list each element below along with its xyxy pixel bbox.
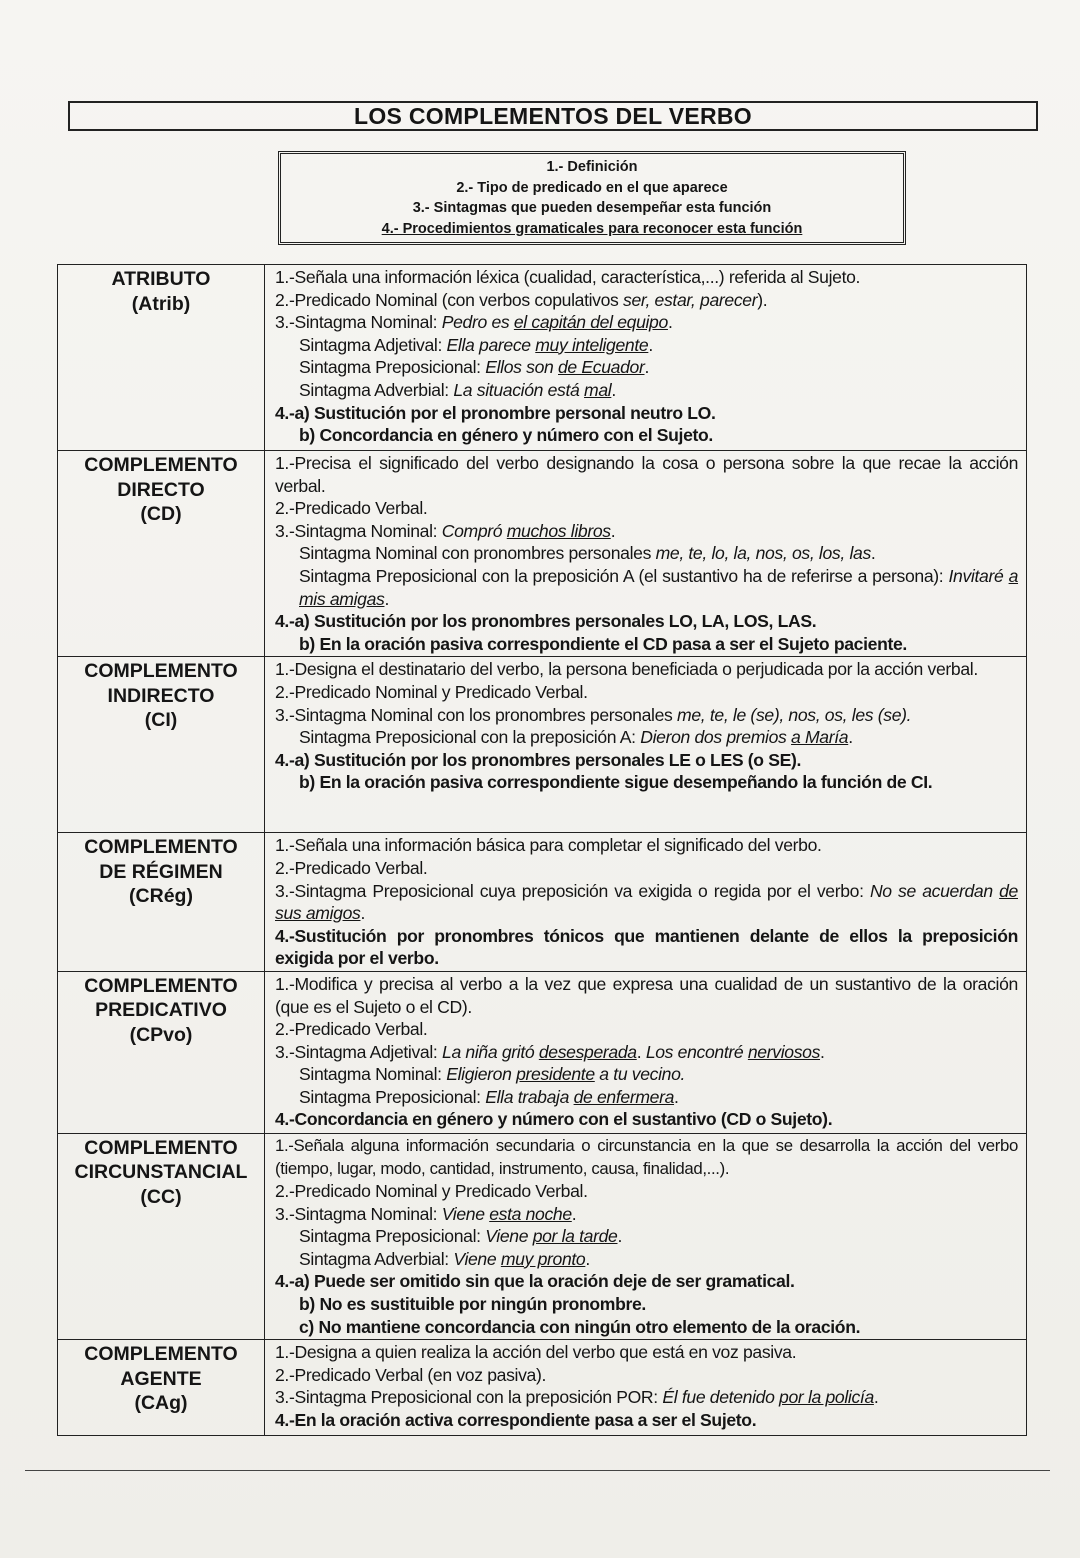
example-underlined: el capitán del equipo [513, 312, 668, 333]
row-name-line: (CD) [140, 503, 182, 525]
example-underlined: mal [584, 379, 612, 400]
text: ser, estar, parecer [623, 289, 758, 310]
text: Sintagma Adjetival: [299, 334, 447, 355]
row-name-line: DE RÉGIMEN [99, 860, 223, 883]
example-underlined: presidente [516, 1064, 595, 1085]
row-desc-cell [265, 833, 1027, 972]
example-underlined: a mis amigas [299, 565, 1019, 609]
predicate-line: 2.-Predicado Nominal y Predicado Verbal. [275, 1181, 588, 1202]
text: Sintagma Preposicional: [299, 1226, 486, 1247]
phrase-line: Sintagma Preposicional: Viene por la tarde. [299, 1226, 623, 1247]
phrase-line: Sintagma Adverbial: La situación está mal. [299, 379, 616, 400]
procedure-line: 4.-Concordancia en género y número con el sustantivo (CD o Sujeto). [275, 1109, 833, 1130]
procedure-line: b) No es sustituible por ningún pronombre. [299, 1294, 646, 1315]
example-underlined: de Ecuador [558, 357, 645, 378]
row-name-line: COMPLEMENTO [84, 660, 238, 683]
row-name-line: (CC) [140, 1185, 182, 1208]
phrase-line [275, 1063, 1018, 1086]
procedure-line: b) En la oración pasiva correspondiente el CD pasa a ser el Sujeto paciente. [299, 633, 907, 654]
legend-item: 4.- Procedimientos gramaticales para reconocer esta función [381, 220, 803, 237]
definition-line: 1.-Modifica y precisa al verbo a la vez que expresa una cualidad de un sustantivo de la oración (que es el Sujeto o el CD). [275, 973, 1018, 1017]
row-name-line: COMPLEMENTO [84, 1136, 238, 1159]
predicate-line: 2.-Predicado Verbal. [275, 857, 428, 878]
text: Sintagma Adverbial: [299, 379, 454, 400]
phrase-line: 3.-Sintagma Nominal: Compró muchos libros. [275, 520, 616, 541]
text: Sintagma Preposicional: [299, 357, 486, 378]
phrase-line: Sintagma Preposicional: Ella trabaja de enfermera. [299, 1086, 679, 1107]
example-text: Viene [485, 1226, 533, 1247]
phrase-line: Sintagma Preposicional con la preposición A: Dieron dos premios a María. [299, 727, 853, 748]
row-name-line: (Atrib) [131, 292, 191, 315]
example-text: Viene [453, 1248, 501, 1269]
table-row-creg [58, 833, 1027, 972]
table-row-cpvo [58, 971, 1027, 1133]
phrase-line: Sintagma Adverbial: Viene muy pronto. [299, 1248, 590, 1269]
example-underlined: de enfermera [573, 1086, 675, 1107]
definition-line: 1.-Designa el destinatario del verbo, la persona beneficiada o perjudicada por la acción verbal. [275, 659, 978, 680]
text: Sintagma Preposicional con la preposición A: [299, 727, 641, 748]
row-name-cell [58, 971, 265, 1133]
text: 3.-Sintagma Preposicional con la preposición POR: [275, 1387, 663, 1408]
procedure-line: b) Concordancia en género y número con el Sujeto. [299, 425, 713, 446]
example-underlined: muy inteligente [535, 334, 649, 355]
row-name-line: INDIRECTO [107, 684, 215, 707]
example-text: Pedro es [441, 312, 514, 333]
text: 3.-Sintagma Nominal: [275, 520, 442, 541]
phrase-line: 3.-Sintagma Preposicional cuya preposición va exigida o regida por el verbo: No se acuerdan de sus amigos. [275, 880, 1018, 924]
row-desc-cell [265, 1133, 1027, 1339]
procedure-line: 4.-a) Sustitución por los pronombres personales LE o LES (o SE). [275, 749, 802, 770]
procedure-line: c) No mantiene concordancia con ningún otro elemento de la oración. [299, 1316, 861, 1337]
procedure-line: 4.-Sustitución por pronombres tónicos que mantienen delante de ellos la preposición exigida por el verbo. [275, 925, 1018, 969]
text: 3.-Sintagma Nominal: [275, 312, 442, 333]
example-underlined: por la policía [779, 1387, 874, 1408]
example-underlined: esta noche [489, 1203, 572, 1224]
predicate-line: 2.-Predicado Verbal (en voz pasiva). [275, 1364, 547, 1385]
phrase-line: Sintagma Preposicional con la preposición A (el sustantivo ha de referirse a persona): Invitaré a mis amigas. [299, 565, 1019, 609]
definition-line: 1.-Señala una información léxica (cualidad, característica,...) referida al Sujeto. [275, 267, 861, 287]
row-name-line: DIRECTO [117, 478, 205, 501]
example-underlined: por la tarde [532, 1226, 618, 1247]
text: Sintagma Nominal con pronombres personales [299, 543, 656, 564]
row-name-line: (CPvo) [129, 1023, 193, 1046]
example-text: me, te, lo, la, nos, os, los, las [655, 543, 871, 564]
row-name-cell [58, 1133, 265, 1339]
procedure-line: 4.-a) Puede ser omitido sin que la oración deje de ser gramatical. [275, 1271, 795, 1292]
example-underlined: desesperada [538, 1041, 637, 1062]
row-desc-cell [265, 451, 1027, 657]
row-name-cell [58, 1340, 265, 1436]
row-name-cell [58, 451, 265, 657]
row-name-line: COMPLEMENTO [84, 974, 238, 997]
table-row-cd [58, 451, 1027, 657]
phrase-line: Sintagma Adjetival: Ella parece muy inteligente. [299, 334, 653, 355]
definition-line: 1.-Señala una información básica para completar el significado del verbo. [275, 835, 822, 856]
text: 3.-Sintagma Nominal: [275, 1203, 442, 1224]
legend-item: 2.- Tipo de predicado en el que aparece [456, 179, 728, 196]
text: Sintagma Nominal: [299, 1064, 447, 1085]
phrase-line: Sintagma Preposicional: Ellos son de Ecuador. [299, 357, 650, 378]
example-text: Ella parece [446, 334, 536, 355]
phrase-line: 3.-Sintagma Nominal: Viene esta noche. [275, 1203, 577, 1224]
predicate-line: 2.-Predicado Verbal. [275, 1019, 428, 1040]
row-desc-cell [265, 265, 1027, 451]
row-name-line: (CI) [144, 709, 178, 732]
phrase-line: 3.-Sintagma Adjetival: La niña gritó desesperada. Los encontré nerviosos. [275, 1041, 825, 1062]
text: Sintagma Preposicional con la preposición A (el sustantivo ha de referirse a persona): [299, 565, 949, 586]
phrase-line [275, 704, 1018, 727]
example-text: Compró [441, 520, 507, 541]
example-text: La niña gritó [442, 1041, 539, 1062]
row-name-line: PREDICATIVO [95, 999, 227, 1022]
example-underlined: de sus amigos [275, 880, 1018, 924]
example-text: Invitaré [948, 565, 1009, 586]
row-desc-cell [265, 971, 1027, 1133]
example-text: Viene [441, 1203, 490, 1224]
row-desc-cell [265, 657, 1027, 833]
example-underlined: muchos libros [506, 520, 611, 541]
legend-box [278, 151, 906, 245]
text: Sintagma Adverbial: [299, 1248, 454, 1269]
text: ). [757, 289, 768, 310]
text: Sintagma Preposicional: [299, 1086, 486, 1107]
example-text: Él fue detenido [662, 1387, 780, 1408]
table-row-cc [58, 1133, 1027, 1339]
procedure-line: 4.-a) Sustitución por los pronombres personales LO, LA, LOS, LAS. [275, 611, 817, 632]
definition-line: 1.-Precisa el significado del verbo designando la cosa o persona sobre la que recae la acción verbal. [275, 453, 1018, 496]
phrase-line: 3.-Sintagma Nominal: Pedro es el capitán del equipo. [275, 312, 673, 333]
page-title: LOS COMPLEMENTOS DEL VERBO [354, 102, 752, 129]
row-name-line: COMPLEMENTO [84, 454, 238, 476]
example-text: No se acuerdan [869, 880, 1000, 901]
text: 3.-Sintagma Preposicional cuya preposición va exigida o regida por el verbo: [275, 880, 870, 901]
predicate-line: 2.-Predicado Verbal. [275, 498, 428, 519]
row-name-line: COMPLEMENTO [84, 836, 238, 859]
phrase-line: 3.-Sintagma Preposicional con la preposición POR: Él fue detenido por la policía. [275, 1387, 879, 1408]
row-name-line: ATRIBUTO [111, 268, 211, 290]
phrase-line: Sintagma Nominal con pronombres personales me, te, lo, la, nos, os, los, las. [299, 543, 876, 564]
procedure-line: 4.-En la oración activa correspondiente pasa a ser el Sujeto. [275, 1410, 757, 1431]
row-name-line: CIRCUNSTANCIAL [74, 1161, 248, 1184]
example-text: Los encontré [645, 1041, 748, 1062]
title-box [68, 101, 1038, 131]
text: 2.-Predicado Nominal (con verbos copulativos [275, 289, 624, 310]
example-underlined: nerviosos [747, 1041, 821, 1062]
table-row-cag [58, 1340, 1027, 1436]
row-name-cell [58, 833, 265, 972]
example-text: Dieron dos premios [640, 727, 792, 748]
table-row-atributo [58, 265, 1027, 451]
legend-item: 3.- Sintagmas que pueden desempeñar esta función [412, 200, 772, 216]
definition-line: 1.-Señala alguna información secundaria o circunstancia en la que se desarrolla la acción del verbo (tiempo, lugar, modo, cantidad, instrumento, causa, finalidad,...). [275, 1135, 1018, 1178]
row-name-line: (CRég) [129, 885, 193, 908]
example-underlined: muy pronto [500, 1248, 586, 1269]
predicate-line [275, 289, 1018, 312]
example-underlined: a María [791, 727, 849, 748]
example-text: me, te, le (se), nos, os, les (se). [677, 704, 912, 725]
text: 3.-Sintagma Adjetival: [275, 1041, 443, 1062]
example-text: Eligieron [446, 1064, 517, 1085]
bottom-divider [25, 1470, 1050, 1471]
example-text: Ella trabaja [485, 1086, 574, 1107]
row-name-cell [58, 265, 265, 451]
procedure-line: b) En la oración pasiva correspondiente sigue desempeñando la función de CI. [299, 772, 933, 793]
example-text: a tu vecino. [594, 1064, 686, 1085]
complements-table [57, 264, 1027, 1436]
row-name-line: (CAg) [134, 1392, 188, 1415]
definition-line: 1.-Designa a quien realiza la acción del verbo que está en voz pasiva. [275, 1342, 797, 1363]
example-text: La situación está [453, 379, 585, 400]
row-name-line: AGENTE [120, 1367, 202, 1390]
text: 3.-Sintagma Nominal con los pronombres personales [275, 704, 678, 725]
example-text: Ellos son [485, 357, 558, 378]
predicate-line: 2.-Predicado Nominal y Predicado Verbal. [275, 681, 588, 702]
row-name-cell [58, 657, 265, 833]
row-name-line: COMPLEMENTO [84, 1343, 238, 1366]
table-row-ci [58, 657, 1027, 833]
row-desc-cell [265, 1340, 1027, 1436]
legend-item: 1.- Definición [546, 159, 638, 175]
procedure-line: 4.-a) Sustitución por el pronombre personal neutro LO. [275, 402, 716, 423]
